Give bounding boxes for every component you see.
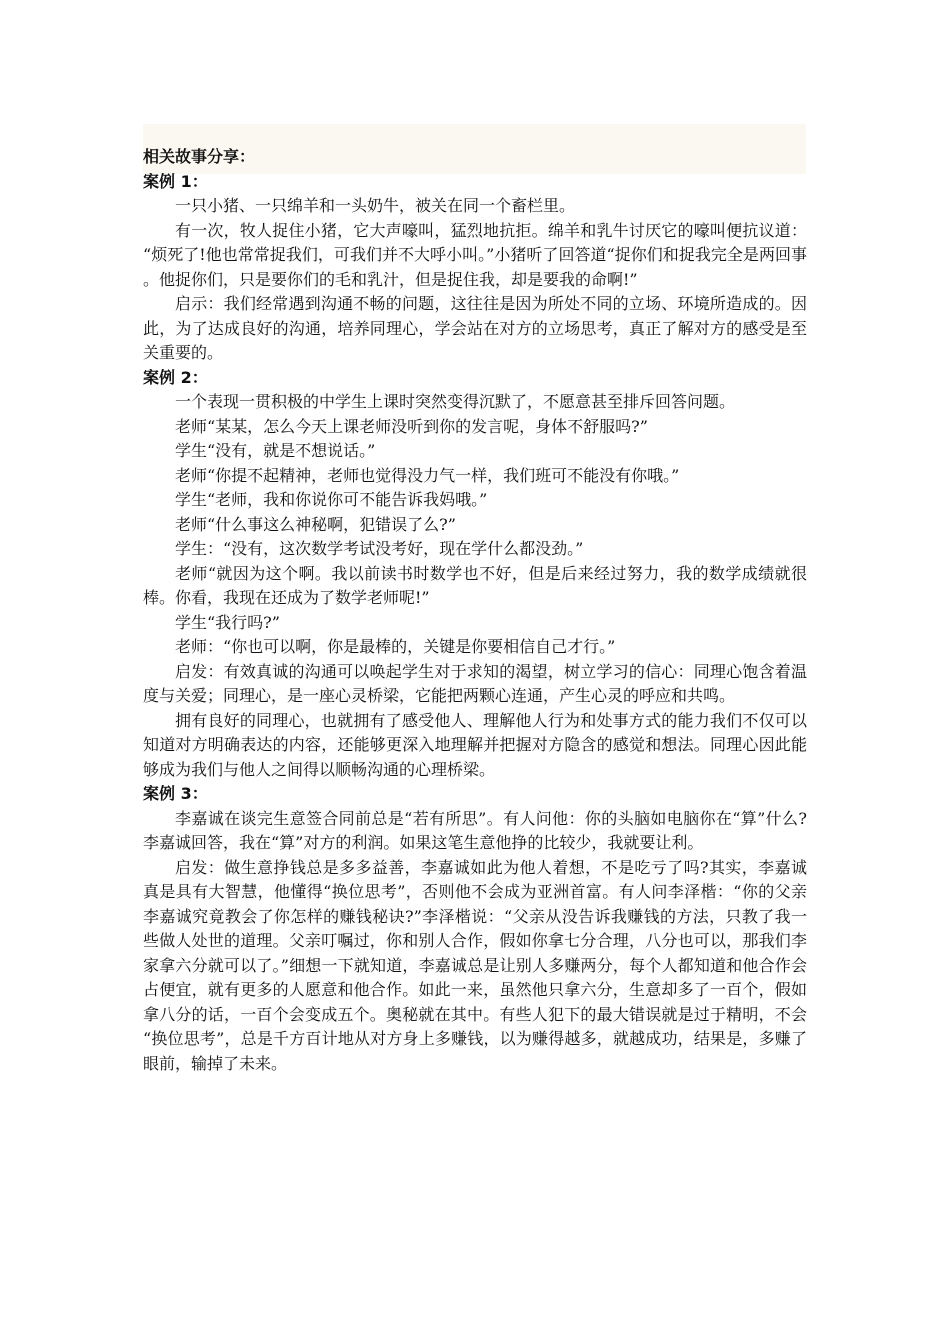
dialogue-line: 学生“我行吗?” xyxy=(175,612,280,632)
case-3 xyxy=(143,782,807,1076)
case-3-title: 案例 3： xyxy=(143,784,208,803)
dialogue-line: 学生“老师，我和你说你可不能告诉我妈哦。” xyxy=(175,490,488,509)
case-2-paragraph: 一个表现一贯积极的中学生上课时突然变得沉默了，不愿意甚至排斥回答问题。 xyxy=(175,392,736,411)
dialogue-line: 老师“某某，怎么今天上课老师没听到你的发言呢，身体不舒服吗?” xyxy=(175,416,648,436)
case-1-insight: 启示：我们经常遇到沟通不畅的问题，这往往是因为所处不同的立场、环境所造成的。因此，为了达成良好的沟通，培养同理心，学会站在对方的立场思考，真正了解对方的感受是至关重要的。 xyxy=(143,294,807,362)
dialogue-line: 老师：“你也可以啊，你是最棒的，关键是你要相信自己才行。” xyxy=(175,637,616,656)
case-2-title: 案例 2： xyxy=(143,367,208,387)
case-3-insight: 启发：做生意挣钱总是多多益善，李嘉诚如此为他人着想，不是吃亏了吗?其实，李嘉诚真是具有大智慧，他懂得“换位思考”，否则他不会成为亚洲首富。有人问李泽楷：“你的父亲李嘉诚究竟教会了你怎样的赚钱秘诀?”李泽楷说：“父亲从没告诉我赚钱的方法，只教了我一些做人处世的道理。父亲叮嘱过，你和别人合作，假如你拿七分合理，八分也可以，那我们李家拿六分就可以了。”细想一下就知道，李嘉诚总是让别人多赚两分，每个人都知道和他合作会占便宜，就有更多的人愿意和他合作。如此一来，虽然他只拿六分，生意却多了一百个，假如拿八分的话，一百个会变成五个。奥秘就在其中。有些人犯下的最大错误就是过于精明，不会“换位思考”，总是千方百计地从对方身上多赚钱，以为赚得越多，就越成功，结果是，多赚了眼前，输掉了未来。 xyxy=(143,857,807,1073)
case-1-paragraph: 有一次，牧人捉住小猪，它大声嚎叫，猛烈地抗拒。绵羊和乳牛讨厌它的嚎叫便抗议道：“烦死了!他也常常捉我们，可我们并不大呼小叫。”小猪听了回答道“捉你们和捉我完全是两回事。他捉你们，只是要你们的毛和乳汁，但是捉住我，却是要我的命啊!” xyxy=(143,220,807,289)
case-3-paragraph: 李嘉诚在谈完生意签合同前总是“若有所思”。有人问他：你的头脑如电脑你在“算”什么?李嘉诚回答，我在“算”对方的利润。如果这笔生意他挣的比较少，我就要让利。 xyxy=(143,808,807,852)
dialogue-line: 老师“你提不起精神，老师也觉得没力气一样，我们班可不能没有你哦。” xyxy=(175,465,680,485)
case-1-paragraph: 一只小猪、一只绵羊和一头奶牛，被关在同一个畜栏里。 xyxy=(175,196,576,215)
case-2-paragraph: 拥有良好的同理心，也就拥有了感受他人、理解他人行为和处事方式的能力我们不仅可以知道对方明确表达的内容，还能够更深入地理解并把握对方隐含的感觉和想法。同理心因此能够成为我们与他人之间得以顺畅沟通的心理桥梁。 xyxy=(143,710,807,779)
dialogue-line: 老师“就因为这个啊。我以前读书时数学也不好，但是后来经过努力，我的数学成绩就很棒。你看，我现在还成为了数学老师呢!” xyxy=(143,563,807,607)
case-2-insight: 启发：有效真诚的沟通可以唤起学生对于求知的渴望，树立学习的信心：同理心饱含着温度与关爱；同理心，是一座心灵桥梁，它能把两颗心连通，产生心灵的呼应和共鸣。 xyxy=(143,661,807,705)
dialogue-line: 老师“什么事这么神秘啊，犯错误了么?” xyxy=(175,514,456,534)
case-2 xyxy=(143,366,807,783)
dialogue-line: 学生：“没有，这次数学考试没考好，现在学什么都没劲。” xyxy=(175,539,584,558)
case-1 xyxy=(143,170,807,366)
document-body xyxy=(143,145,807,1076)
case-1-title: 案例 1： xyxy=(143,171,208,191)
dialogue-line: 学生“没有，就是不想说话。” xyxy=(175,441,376,460)
section-heading: 相关故事分享： xyxy=(143,147,256,166)
